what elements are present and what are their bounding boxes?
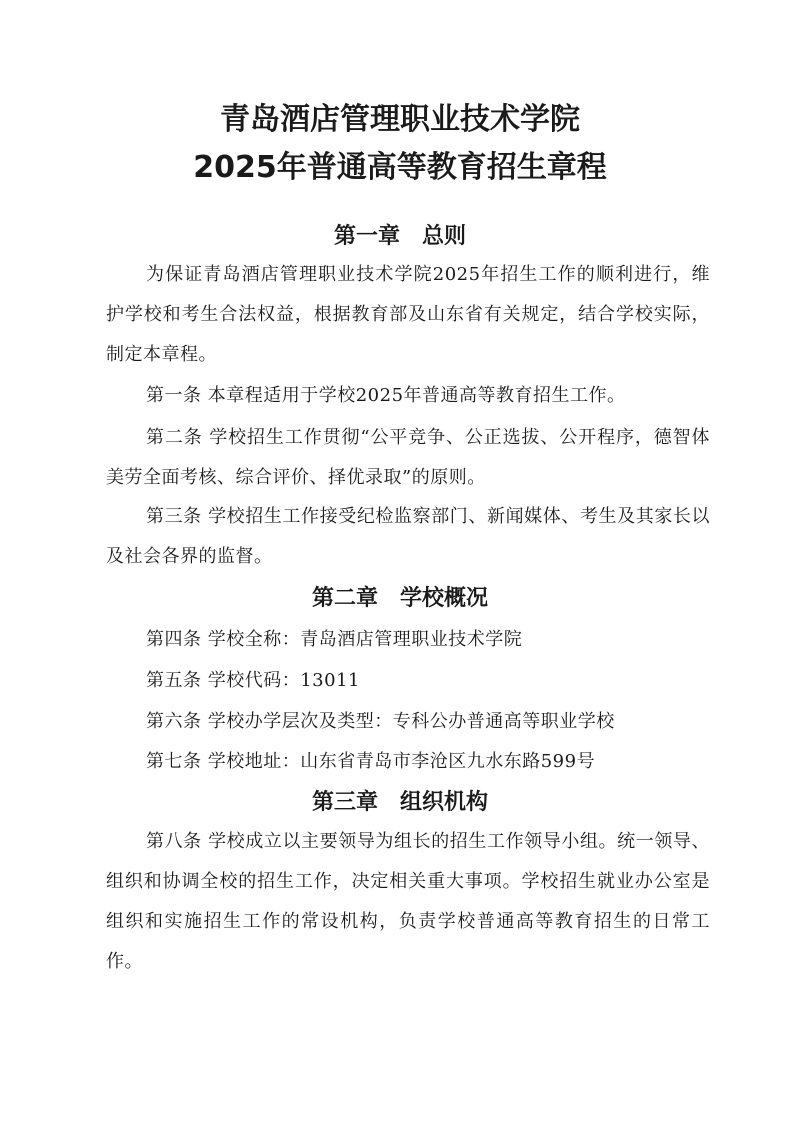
document-title-line2: 2025年普通高等教育招生章程 <box>193 150 607 185</box>
chapter3-heading: 第三章 组织机构 <box>311 790 488 815</box>
article-7: 第七条 学校地址：山东省青岛市李沧区九水东路599号 <box>146 751 596 772</box>
article-2: 第二条 学校招生工作贯彻“公平竞争、公正选拔、公开程序，德智体美劳全面考核、综合评价、择优录取”的原则。 <box>106 427 710 488</box>
article-4: 第四条 学校全称：青岛酒店管理职业技术学院 <box>146 629 523 650</box>
document-title-line1: 青岛酒店管理职业技术学院 <box>220 102 580 137</box>
article-6: 第六条 学校办学层次及类型：专科公办普通高等职业学校 <box>146 711 615 732</box>
article-8: 第八条 学校成立以主要领导为组长的招生工作领导小组。统一领导、组织和协调全校的招生工作，决定相关重大事项。学校招生就业办公室是组织和实施招生工作的常设机构，负责学校普通高等教育招生的日常工作。 <box>106 831 710 972</box>
chapter1-intro: 为保证青岛酒店管理职业技术学院2025年招生工作的顺利进行，维护学校和考生合法权益，根据教育部及山东省有关规定，结合学校实际，制定本章程。 <box>106 264 710 365</box>
chapter2-heading: 第二章 学校概况 <box>311 586 488 611</box>
article-5: 第五条 学校代码：13011 <box>146 670 360 691</box>
article-1: 第一条 本章程适用于学校2025年普通高等教育招生工作。 <box>146 385 626 406</box>
chapter1-heading: 第一章 总则 <box>333 224 466 249</box>
article-3: 第三条 学校招生工作接受纪检监察部门、新闻媒体、考生及其家长以及社会各界的监督。 <box>106 506 710 567</box>
